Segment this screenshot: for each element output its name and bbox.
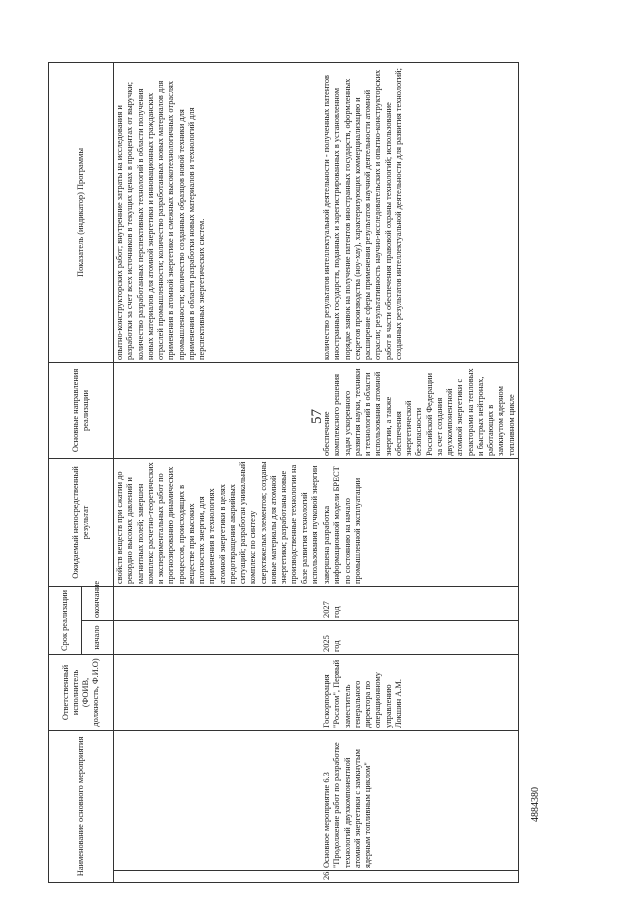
row-start: 2025 год: [321, 620, 518, 654]
row-responsible: [114, 654, 322, 730]
row-program-indicator: опытно-конструкторских работ; внутренние затраты на исследования и разработки за счет всех источников в текущих ценах в процентах от выручки; количество разработанных перспективных технологий в области получения новых материалов для атомной энергетики и инновационных гражданских отраслей промышленности; количество разработанных новых материалов для применения в атомной энергетике и смежных высокотехнологичных отраслях промышленности; количество созданных образцов новой техники для применения в области разработки новых материалов и технологий для перспективных энергетических систем.: [114, 62, 322, 362]
row-number: 26.: [321, 871, 518, 883]
row-number: [114, 871, 322, 883]
row-start: [114, 620, 322, 654]
program-table-wrapper: [48, 63, 593, 883]
program-activities-table: [48, 62, 519, 883]
row-expected-result: свойств веществ при сжатии до рекордно высоких давлений и магнитных полей; завершен комплекс расчетно-теоретических и экспериментальных работ по прогнозированию динамических процессов, происходящих в веществе при высоких плотностях энергии, для применения в технологиях атомной энергетики в целях предотвращения аварийных ситуаций; разработан уникальный комплекс по синтезу сверхтяжелых элементов; созданы новые материалы для атомной энергетики; разработаны новые производственные технологии на базе развития технологий использования пучковой энергии: [114, 458, 322, 586]
row-responsible: Госкорпорация "Росатом", Первый заместитель генерального директора по операционному управлению Локшин А.М.: [321, 654, 518, 730]
row-activity-name: [114, 730, 322, 870]
document-code: 4884380: [530, 787, 541, 822]
row-end: 2027 год: [321, 586, 518, 620]
header-end: окончание: [81, 586, 114, 620]
row-program-indicator: количество результатов интеллектуальной деятельности - полученных патентов иностранных государств, поданных и зарегистрированных в установленном порядке заявок на получение патентов иностранных государств, оформленных секретов производства (ноу-хау), характеризующих коммерциализацию и расширение сферы применения результатов научной деятельности атомной отрасли; результативность научно-исследовательских и опытно-конструкторских работ в части обеспечения правовой охраны технологий; использование созданных результатов интеллектуальной деятельности для развития технологий;: [321, 62, 518, 362]
page-number: 57: [309, 409, 325, 424]
header-expected-result: Ожидаемый непосредственный результат: [49, 458, 114, 586]
row-main-directions: [114, 362, 322, 458]
table-header-row: [49, 62, 82, 882]
row-expected-result: завершена разработка информационной модели БРЕСТ по состоянию на начало промышленной эксплуатации: [321, 458, 518, 586]
table-row: [321, 62, 518, 882]
row-main-directions: обеспечение комплексного решения задач ускоренного развития науки, техники и технологий в области использования атомной энергии, а также обеспечения энергетической безопасности Российской Федерации за счет создания двухкомпонентной атомной энергетики с реакторами на тепловых и быстрых нейтронах, работающих в замкнутом ядерном топливном цикле: [321, 362, 518, 458]
header-main-directions: Основные направления реализации: [49, 362, 114, 458]
row-end: [114, 586, 322, 620]
table-row: [114, 62, 322, 882]
row-activity-name: Основное мероприятие 6.3 "Продолжение работ по разработке технологий двухкомпонентной атомной энергетики с замкнутым ядерным топливным циклом": [321, 730, 518, 870]
header-term-group: Срок реализации: [49, 586, 82, 654]
header-start: начало: [81, 620, 114, 654]
header-program-indicator: Показатель (индикатор) Программы: [49, 62, 114, 362]
header-responsible: Ответственный исполнитель (ФОИВ, должность, Ф.И.О): [49, 654, 114, 730]
header-activity-name: Наименование основного мероприятия: [49, 730, 114, 882]
